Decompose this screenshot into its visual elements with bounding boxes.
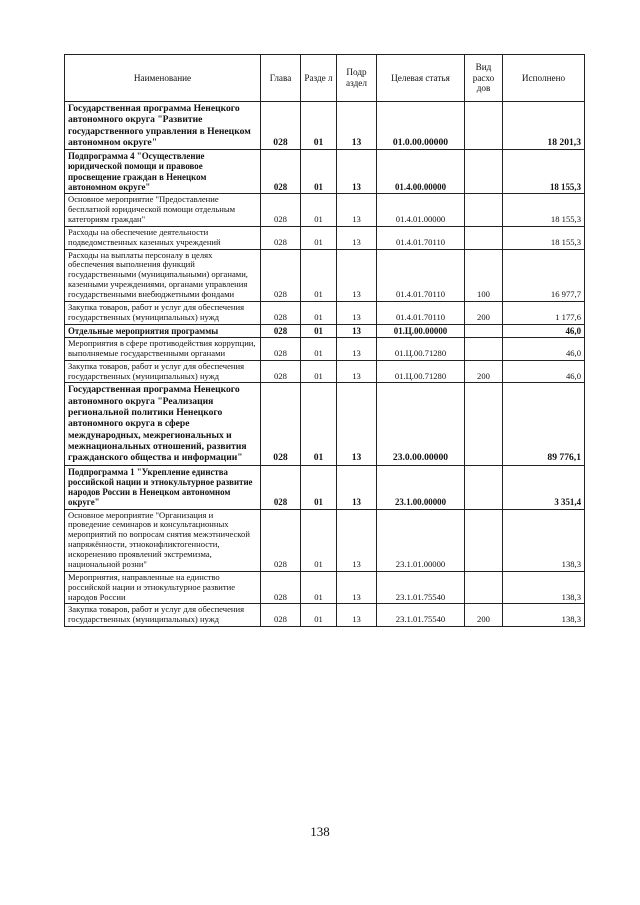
row-ispolneno: 138,3 [503,509,585,571]
row-podrazdel: 13 [337,465,377,509]
budget-table [64,54,585,627]
row-tselevaya-statya: 23.0.00.00000 [377,383,465,465]
row-tselevaya-statya: 23.1.01.75540 [377,604,465,627]
row-glava: 028 [261,337,301,360]
row-podrazdel: 13 [337,604,377,627]
row-name: Мероприятия, направленные на единство российской нации и этнокультурное развитие народов России [65,571,261,604]
row-vid-raskhodov [465,571,503,604]
row-razdel: 01 [301,226,337,249]
row-vid-raskhodov: 200 [465,301,503,324]
row-glava: 028 [261,465,301,509]
row-podrazdel: 13 [337,301,377,324]
row-podrazdel: 13 [337,226,377,249]
row-name: Отдельные мероприятия программы [65,324,261,337]
row-razdel: 01 [301,383,337,465]
row-name: Подпрограмма 4 "Осуществление юридической помощи и правовое просвещение граждан в Ненецком автономном округе" [65,150,261,194]
row-glava: 028 [261,360,301,383]
row-ispolneno: 18 155,3 [503,194,585,227]
row-vid-raskhodov: 200 [465,604,503,627]
table-body [65,102,585,627]
row-tselevaya-statya: 01.4.00.00000 [377,150,465,194]
row-name: Расходы на выплаты персоналу в целях обеспечения выполнения функций государственными (муниципальными) органами, казенными учреждениями, органами управления государственными внебюджетными фондами [65,249,261,301]
table-header-row [65,55,585,102]
row-razdel: 01 [301,324,337,337]
row-vid-raskhodov [465,226,503,249]
row-podrazdel: 13 [337,324,377,337]
row-name: Государственная программа Ненецкого автономного округа "Реализация региональной политики Ненецкого автономного округа в сфере международных, межрегиональных и межнациональных отношений, развития гражданского общества и информации" [65,383,261,465]
header-name: Наименование [65,55,261,102]
row-razdel: 01 [301,102,337,150]
row-tselevaya-statya: 01.4.01.70110 [377,301,465,324]
row-razdel: 01 [301,194,337,227]
row-ispolneno: 138,3 [503,604,585,627]
row-glava: 028 [261,383,301,465]
row-glava: 028 [261,102,301,150]
row-podrazdel: 13 [337,249,377,301]
header-ispolneno: Исполнено [503,55,585,102]
row-razdel: 01 [301,150,337,194]
row-name: Основное мероприятие "Организация и проведение семинаров и консультационных мероприятий по вопросам снятия межэтнической напряжённости, этноконфликтогенности, искоренению проявлений экстремизма, национальной розни" [65,509,261,571]
row-name: Закупка товаров, работ и услуг для обеспечения государственных (муниципальных) нужд [65,604,261,627]
table-row [65,301,585,324]
row-podrazdel: 13 [337,102,377,150]
row-name: Государственная программа Ненецкого автономного округа "Развитие государственного управления в Ненецком автономном округе" [65,102,261,150]
row-razdel: 01 [301,571,337,604]
row-name: Мероприятия в сфере противодействия коррупции, выполняемые государственными органами [65,337,261,360]
row-vid-raskhodov [465,337,503,360]
row-tselevaya-statya: 23.1.01.00000 [377,509,465,571]
table-row [65,604,585,627]
header-razdel: Разде л [301,55,337,102]
row-ispolneno: 46,0 [503,337,585,360]
table-row [65,383,585,465]
header-podrazdel: Подр аздел [337,55,377,102]
row-glava: 028 [261,324,301,337]
row-ispolneno: 3 351,4 [503,465,585,509]
row-name: Подпрограмма 1 "Укрепление единства российской нации и этнокультурное развитие народов России в Ненецком автономном округе" [65,465,261,509]
row-tselevaya-statya: 01.0.00.00000 [377,102,465,150]
table-row [65,150,585,194]
row-razdel: 01 [301,509,337,571]
row-glava: 028 [261,249,301,301]
row-podrazdel: 13 [337,571,377,604]
table-row [65,226,585,249]
row-podrazdel: 13 [337,337,377,360]
header-glava: Глава [261,55,301,102]
row-razdel: 01 [301,249,337,301]
row-razdel: 01 [301,604,337,627]
row-ispolneno: 16 977,7 [503,249,585,301]
row-podrazdel: 13 [337,360,377,383]
row-vid-raskhodov [465,465,503,509]
row-vid-raskhodov: 200 [465,360,503,383]
row-name: Закупка товаров, работ и услуг для обеспечения государственных (муниципальных) нужд [65,301,261,324]
row-razdel: 01 [301,360,337,383]
row-vid-raskhodov [465,102,503,150]
row-name: Закупка товаров, работ и услуг для обеспечения государственных (муниципальных) нужд [65,360,261,383]
header-vid-raskhodov: Вид расхо дов [465,55,503,102]
table-row [65,509,585,571]
row-ispolneno: 46,0 [503,324,585,337]
table-row [65,465,585,509]
row-razdel: 01 [301,301,337,324]
row-vid-raskhodov [465,194,503,227]
row-razdel: 01 [301,337,337,360]
row-tselevaya-statya: 01.4.01.70110 [377,249,465,301]
row-ispolneno: 18 155,3 [503,226,585,249]
row-name: Основное мероприятие "Предоставление бесплатной юридической помощи отдельным категориям граждан" [65,194,261,227]
row-glava: 028 [261,301,301,324]
table-row [65,102,585,150]
table-row [65,194,585,227]
row-glava: 028 [261,150,301,194]
row-vid-raskhodov [465,509,503,571]
row-name: Расходы на обеспечение деятельности подведомственных казенных учреждений [65,226,261,249]
row-tselevaya-statya: 01.4.01.00000 [377,194,465,227]
row-ispolneno: 89 776,1 [503,383,585,465]
table-row [65,249,585,301]
row-tselevaya-statya: 01.Ц.00.00000 [377,324,465,337]
row-ispolneno: 138,3 [503,571,585,604]
row-vid-raskhodov [465,150,503,194]
row-glava: 028 [261,604,301,627]
row-vid-raskhodov [465,324,503,337]
table-row [65,360,585,383]
row-tselevaya-statya: 01.4.01.70110 [377,226,465,249]
row-vid-raskhodov [465,383,503,465]
row-tselevaya-statya: 01.Ц.00.71280 [377,337,465,360]
row-glava: 028 [261,571,301,604]
row-tselevaya-statya: 23.1.00.00000 [377,465,465,509]
row-ispolneno: 18 201,3 [503,102,585,150]
row-ispolneno: 18 155,3 [503,150,585,194]
header-tselevaya-statya: Целевая статья [377,55,465,102]
table-row [65,571,585,604]
row-podrazdel: 13 [337,194,377,227]
row-glava: 028 [261,194,301,227]
row-razdel: 01 [301,465,337,509]
row-tselevaya-statya: 01.Ц.00.71280 [377,360,465,383]
row-ispolneno: 1 177,6 [503,301,585,324]
page-number: 138 [310,824,330,839]
row-podrazdel: 13 [337,150,377,194]
row-vid-raskhodov: 100 [465,249,503,301]
row-podrazdel: 13 [337,509,377,571]
table-row [65,337,585,360]
table-row [65,324,585,337]
row-podrazdel: 13 [337,383,377,465]
row-tselevaya-statya: 23.1.01.75540 [377,571,465,604]
row-glava: 028 [261,226,301,249]
row-ispolneno: 46,0 [503,360,585,383]
row-glava: 028 [261,509,301,571]
